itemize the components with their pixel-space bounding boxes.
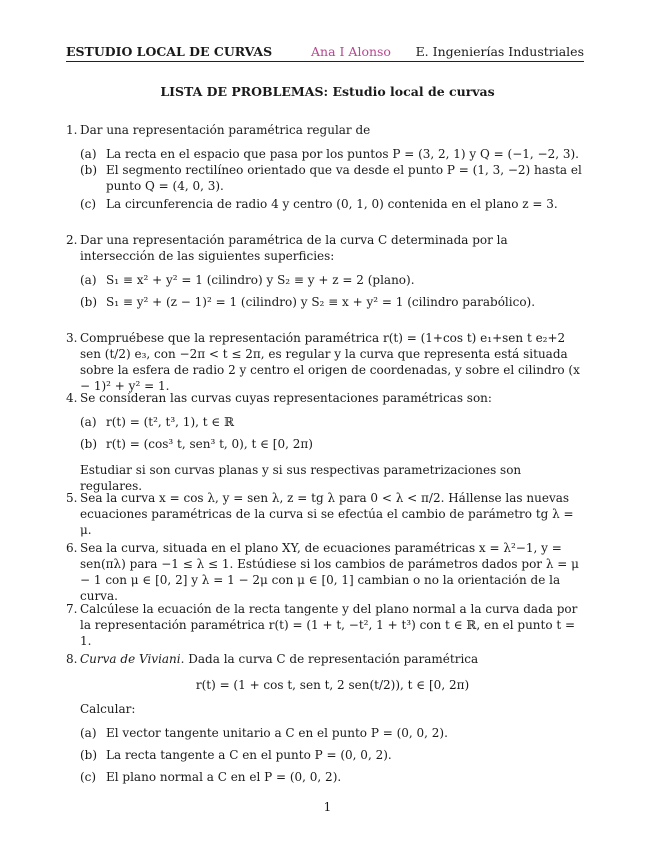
problem-followup: Estudiar si son curvas planas y si sus respectivas parametrizaciones son regulares. [80, 463, 522, 493]
problem-number: 1. [66, 123, 78, 137]
item-text: El vector tangente unitario a C en el punto P = (0, 0, 2). [106, 726, 448, 740]
problem-number: 5. [66, 491, 78, 505]
problem-item [80, 162, 585, 194]
item-text: La recta tangente a C en el punto P = (0, 0, 2). [106, 748, 392, 762]
problem-followup: Calcular: [80, 702, 136, 716]
problem-7 [66, 601, 585, 649]
problem-items [80, 272, 585, 310]
problem-number: 4. [66, 391, 78, 405]
problem-items [80, 725, 585, 785]
item-label: (b) [80, 163, 98, 177]
problem-1 [66, 122, 585, 212]
item-text: La circunferencia de radio 4 y centro (0, 1, 0) contenida en el plano z = 3. [106, 197, 558, 211]
item-label: (b) [80, 748, 98, 762]
problem-text: Dada la curva C de representación paramétrica [188, 652, 479, 666]
item-label: (a) [80, 147, 97, 161]
item-label: (c) [80, 197, 97, 211]
header-author: Ana I Alonso [311, 44, 391, 59]
problem-6 [66, 540, 585, 604]
problem-text: Calcúlese la ecuación de la recta tangente y del plano normal a la curva dada por la representación paramétrica r(t) = (1 + t, −t², 1 + t³) con t ∈ ℝ, en el punto t = 1. [80, 602, 578, 648]
problem-8 [66, 651, 585, 785]
item-label: (a) [80, 726, 97, 740]
item-text: r(t) = (cos³ t, sen³ t, 0), t ∈ [0, 2π) [106, 437, 313, 451]
problem-item [80, 196, 585, 212]
problem-lead: Curva de Viviani. [80, 652, 185, 666]
item-label: (a) [80, 273, 97, 287]
item-label: (b) [80, 295, 98, 309]
page-title: LISTA DE PROBLEMAS: Estudio local de curvas [160, 84, 495, 99]
problem-number: 6. [66, 541, 78, 555]
problem-item [80, 146, 585, 162]
problem-item [80, 725, 585, 741]
problem-number: 7. [66, 602, 78, 616]
problem-5 [66, 490, 585, 538]
header-rule [66, 61, 584, 62]
item-text: La recta en el espacio que pasa por los puntos P = (3, 2, 1) y Q = (−1, −2, 3). [106, 147, 579, 161]
item-text: El segmento rectilíneo orientado que va desde el punto P = (1, 3, −2) hasta el punto Q = (4, 0, 3). [106, 163, 582, 193]
problem-text: Dar una representación paramétrica de la curva C determinada por la intersección de las siguientes superficies: [80, 233, 508, 263]
problem-text: Se consideran las curvas cuyas representaciones paramétricas son: [80, 391, 492, 405]
item-text: r(t) = (t², t³, 1), t ∈ ℝ [106, 415, 235, 429]
item-label: (b) [80, 437, 98, 451]
item-label: (a) [80, 415, 97, 429]
problem-text: Compruébese que la representación paramétrica r(t) = (1+cos t) e₁+sen t e₂+2 sen (t/2) e₃, con −2π < t ≤ 2π, es regular y la curva que representa está situada sobre la esfera de radio 2 y centro el origen de coordenadas, y sobre el cilindro (x − 1)² + y² = 1. [80, 331, 580, 393]
header-course-title: ESTUDIO LOCAL DE CURVAS [66, 44, 273, 59]
problem-item [80, 414, 585, 430]
problem-text: Sea la curva, situada en el plano XY, de ecuaciones paramétricas x = λ²−1, y = sen(πλ) para −1 ≤ λ ≤ 1. Estúdiese si los cambios de parámetros dados por λ = μ − 1 con μ ∈ [0, 2] y λ = 1 − 2μ con μ ∈ [0, 1] cambian o no la orientación de la curva. [80, 541, 579, 603]
problem-text-line [80, 651, 585, 667]
problem-number: 3. [66, 331, 78, 345]
problem-item [80, 294, 585, 310]
item-label: (c) [80, 770, 97, 784]
problem-text: Sea la curva x = cos λ, y = sen λ, z = tg λ para 0 < λ < π/2. Hállense las nuevas ecuaciones paramétricas de la curva si se efectúa el cambio de parámetro tg λ = μ. [80, 491, 574, 537]
page-number: 1 [323, 800, 332, 814]
problem-3 [66, 330, 585, 394]
problem-2 [66, 232, 585, 310]
problem-items [80, 414, 585, 452]
item-text: S₁ ≡ y² + (z − 1)² = 1 (cilindro) y S₂ ≡ x + y² = 1 (cilindro parabólico). [106, 295, 536, 309]
header-school: E. Ingenierías Industriales [415, 44, 584, 59]
problem-item [80, 769, 585, 785]
problem-number: 8. [66, 652, 78, 666]
problem-item [80, 747, 585, 763]
problem-number: 2. [66, 233, 78, 247]
problem-items [80, 146, 585, 212]
problem-item [80, 436, 585, 452]
display-formula: r(t) = (1 + cos t, sen t, 2 sen(t/2)), t ∈ [0, 2π) [195, 678, 470, 692]
problem-item [80, 272, 585, 288]
problem-4 [66, 390, 585, 494]
item-text: S₁ ≡ x² + y² = 1 (cilindro) y S₂ ≡ y + z = 2 (plano). [106, 273, 415, 287]
item-text: El plano normal a C en el P = (0, 0, 2). [106, 770, 342, 784]
running-header [66, 44, 584, 62]
problem-text: Dar una representación paramétrica regular de [80, 123, 371, 137]
